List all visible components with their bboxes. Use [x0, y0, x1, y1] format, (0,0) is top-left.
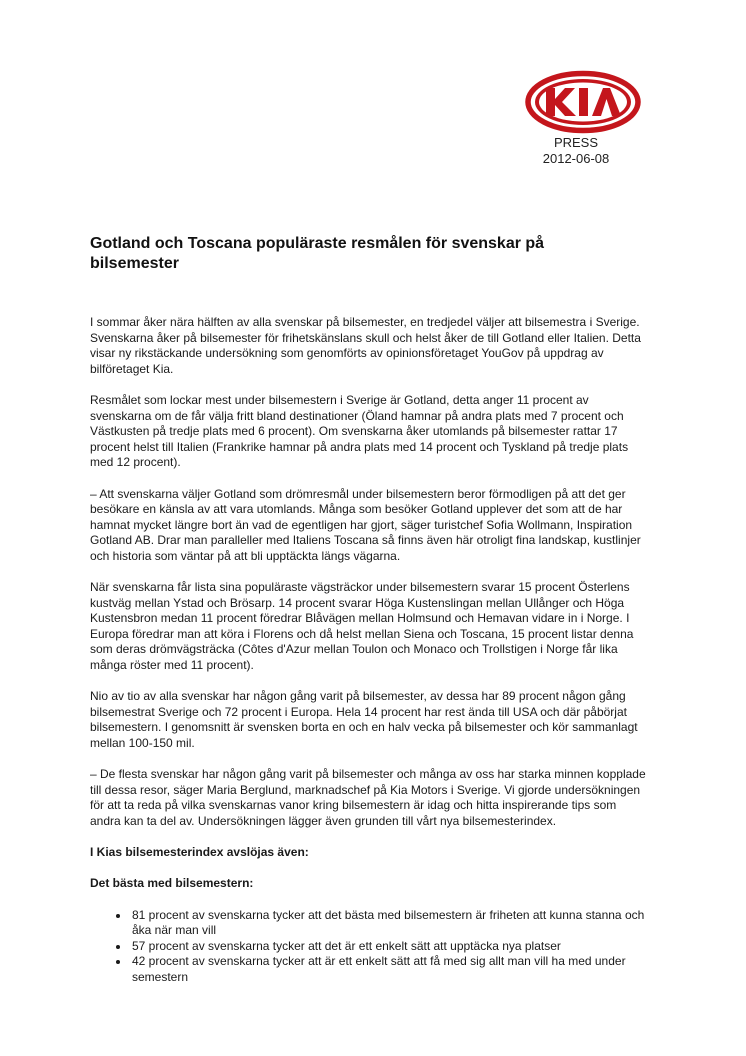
best-heading: Det bästa med bilsemestern: — [90, 876, 254, 891]
press-date: 2012-06-08 — [542, 151, 610, 166]
paragraph-quote-gotland: – Att svenskarna väljer Gotland som drömresmål under bilsemestern beror förmodligen på att det ger besökare en känsla av att vara utomlands. Många som besöker Gotland upplever det som att de har hamnat mycket längre bort än vad de egentligen har gjort, säger turistchef Sofia Wollmann, Inspiration Gotland AB. Drar man paralleller med Italiens Toscana så finns även här otroligt fina landskap, kustlinjer och historia som väntar på att bli upptäckta längs vägarna. — [90, 486, 641, 563]
press-release-title: Gotland och Toscana populäraste resmålen för svenskar på bilsemester — [90, 235, 545, 272]
press-release-body — [90, 315, 650, 986]
kia-logo-icon — [524, 70, 642, 134]
paragraph-statistics: Nio av tio av alla svenskar har någon gång varit på bilsemester, av dessa har 89 procent någon gång bilsemestrat Sverige och 72 procent i Europa. Hela 14 procent har rest ända till USA och där påbörjat bilsemestern. I genomsnitt är svensken borta en och en halv vecka på bilsemester och kör sammanlagt mellan 100-150 mil. — [90, 689, 638, 751]
press-header — [520, 135, 632, 167]
press-label: PRESS — [553, 135, 599, 150]
kia-logo — [524, 70, 642, 134]
paragraph-destinations: Resmålet som lockar mest under bilsemestern i Sverige är Gotland, detta anger 11 procent av svenskarna om de får välja fritt bland destinationer (Öland hamnar på andra plats med 7 procent och Västkusten på tredje plats med 6 procent). Om svenskarna åker utomlands på bilsemester rattar 17 procent helst till Italien (Frankrike hamnar på andra plats med 14 procent och Tyskland på tredje plats med 12 procent). — [90, 392, 629, 470]
list-item: • 42 procent av svenskarna tycker att är ett enkelt sätt att få med sig allt man vill ha med under semestern — [130, 954, 650, 985]
list-item: • 81 procent av svenskarna tycker att det bästa med bilsemestern är friheten att kunna stanna och åka när man vill — [130, 908, 650, 939]
best-list — [90, 908, 650, 986]
list-item: • 57 procent av svenskarna tycker att det är ett enkelt sätt att upptäcka nya platser — [130, 939, 650, 955]
paragraph-intro: I sommar åker nära hälften av alla svenskar på bilsemester, en tredjedel väljer att bilsemestra i Sverige. Svenskarna åker på bilsemester för frihetskänslans skull och helst åker de till Gotland eller Italien. Detta visar ny rikstäckande undersökning som genomförts av opinionsföretaget YouGov på uppdrag av bilföretaget Kia. — [90, 315, 641, 376]
paragraph-roads: När svenskarna får lista sina populäraste vägsträckor under bilsemestern svarar 15 procent Österlens kustväg mellan Ystad och Brösarp. 14 procent svarar Höga Kustenslingan mellan Ullånger och Höga Kustensbron medan 11 procent föredrar Blåvägen mellan Holmsund och Hemavan vidare in i Norge. I Europa föredrar man att köra i Florens och då helst mellan Siena och Toscana, 15 procent listar denna som deras drömvägsträcka (Côtes d'Azur mellan Toulon och Monaco och Trollstigen i Norge får lika många röster med 11 procent). — [90, 580, 634, 673]
paragraph-quote-kia: – De flesta svenskar har någon gång varit på bilsemester och många av oss har starka minnen kopplade till dessa resor, säger Maria Berglund, marknadschef på Kia Motors i Sverige. Vi gjorde undersökningen för att ta reda på vilka svenskarnas vanor kring bilsemestern är idag och hitta inspirerande tips som andra kan ta del av. Undersökningen lägger även grunden till vårt nya bilsemesterindex. — [90, 767, 646, 828]
index-heading: I Kias bilsemesterindex avslöjas även: — [90, 845, 309, 860]
